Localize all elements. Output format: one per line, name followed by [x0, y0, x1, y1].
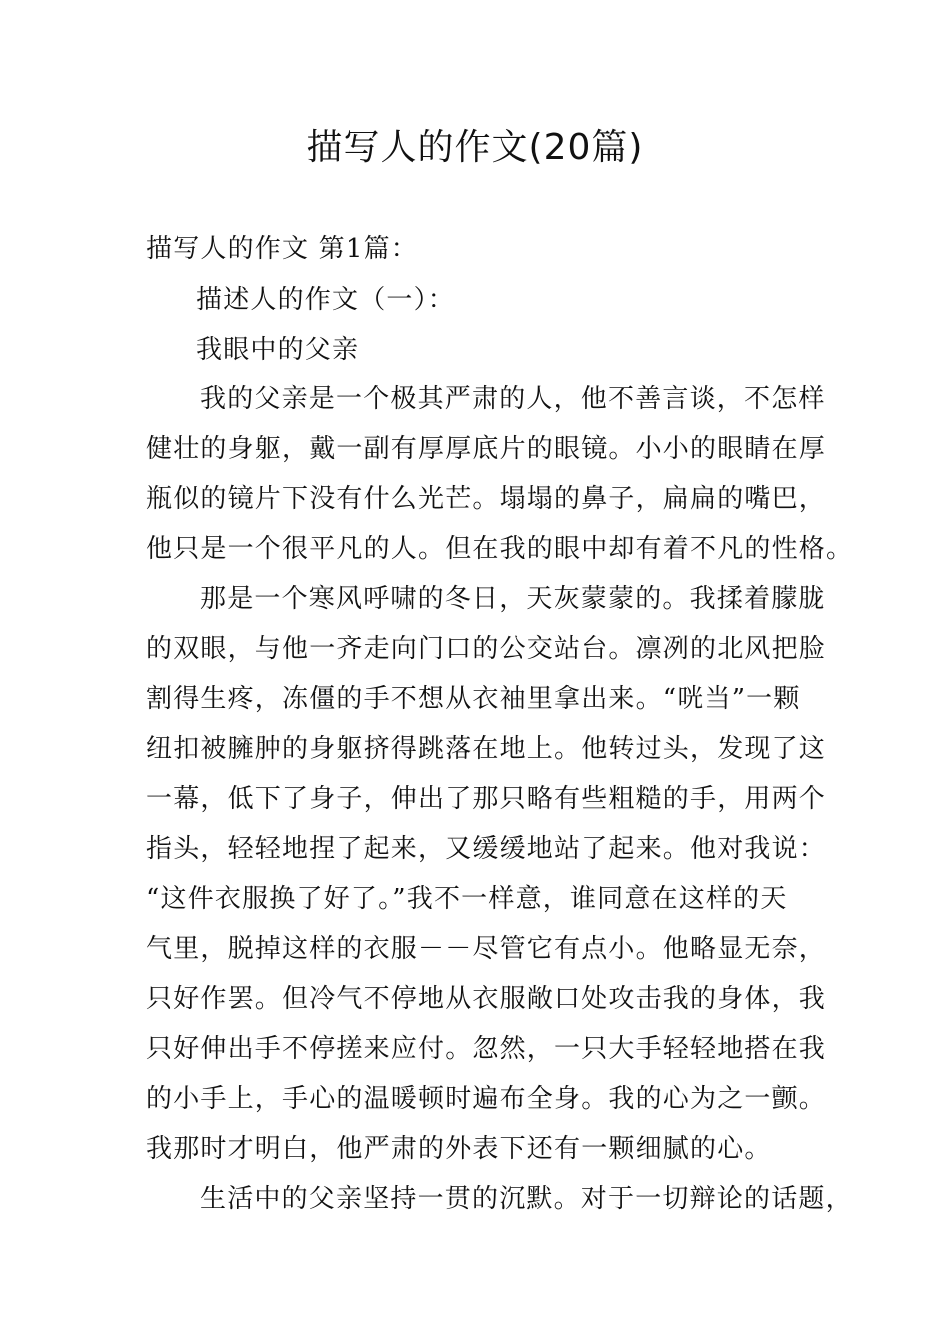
- body-line: 我那时才明白，他严肃的外表下还有一颗细腻的心。: [146, 1134, 772, 1164]
- body-line: 那是一个寒风呼啸的冬日，天灰蒙蒙的。我揉着朦胧: [200, 584, 826, 614]
- document-title: 描写人的作文(20篇): [306, 127, 644, 168]
- section-heading: 描写人的作文 第1篇：: [146, 234, 419, 264]
- subheading: 描述人的作文（一）：: [196, 285, 456, 315]
- body-line: 他只是一个很平凡的人。但在我的眼中却有着不凡的性格。: [146, 534, 854, 564]
- body-line: 气里，脱掉这样的衣服－－尽管它有点小。他略显无奈，: [146, 934, 827, 964]
- body-line: 生活中的父亲坚持一贯的沉默。对于一切辩论的话题，: [200, 1184, 853, 1214]
- body-line: 我的父亲是一个极其严肃的人，他不善言谈，不怎样: [200, 384, 826, 414]
- body-line: 健壮的身躯，戴一副有厚厚底片的眼镜。小小的眼睛在厚: [146, 434, 827, 464]
- body-line: 的小手上，手心的温暖顿时遍布全身。我的心为之一颤。: [146, 1084, 827, 1114]
- body-line: 纽扣被臃肿的身躯挤得跳落在地上。他转过头，发现了这: [146, 734, 827, 764]
- body-line: 的双眼，与他一齐走向门口的公交站台。凛冽的北风把脸: [146, 634, 827, 664]
- body-line: 瓶似的镜片下没有什么光芒。塌塌的鼻子，扁扁的嘴巴，: [146, 484, 827, 514]
- body-line: 只好作罢。但冷气不停地从衣服敞口处攻击我的身体，我: [146, 984, 827, 1014]
- body-line: 指头，轻轻地捏了起来，又缓缓地站了起来。他对我说：: [146, 834, 827, 864]
- body-line: 割得生疼，冻僵的手不想从衣袖里拿出来。“咣当”一颗: [146, 684, 801, 714]
- body-line: “这件衣服换了好了。”我不一样意，谁同意在这样的天: [146, 884, 788, 914]
- body-line: 一幕，低下了身子，伸出了那只略有些粗糙的手，用两个: [146, 784, 827, 814]
- essay-title: 我眼中的父亲: [196, 335, 360, 365]
- body-line: 只好伸出手不停搓来应付。忽然，一只大手轻轻地搭在我: [146, 1034, 827, 1064]
